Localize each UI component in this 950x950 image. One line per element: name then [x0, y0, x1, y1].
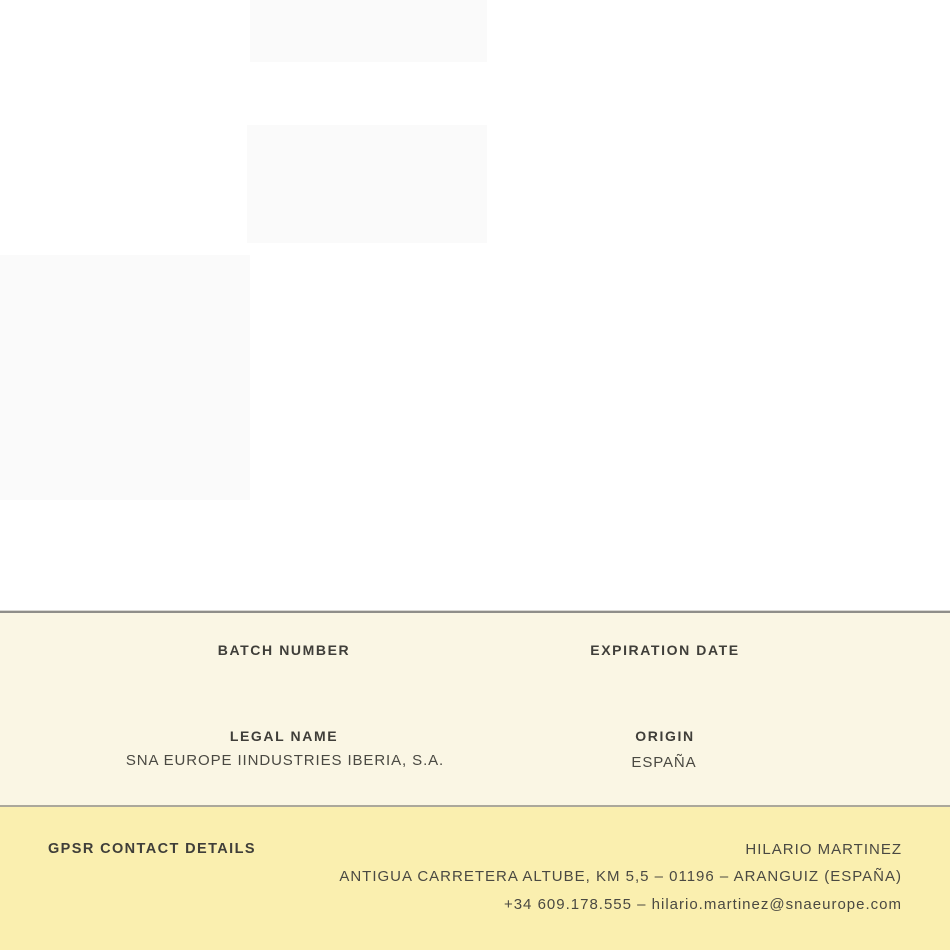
- legal-name-label: LEGAL NAME: [229, 728, 339, 744]
- expiration-date-label: EXPIRATION DATE: [590, 642, 740, 658]
- faint-image-artifact-top: [250, 0, 487, 62]
- product-info-panel: [0, 613, 950, 805]
- gpsr-contact-details-title: GPSR CONTACT DETAILS: [48, 841, 256, 857]
- contact-phone-email: +34 609.178.555 – hilario.martinez@snaeurope.com: [503, 896, 902, 913]
- contact-name: HILARIO MARTINEZ: [745, 841, 902, 858]
- origin-label: ORIGIN: [635, 728, 695, 744]
- faint-image-artifact-left: [0, 255, 250, 500]
- faint-image-artifact-middle: [247, 125, 487, 243]
- contact-address: ANTIGUA CARRETERA ALTUBE, KM 5,5 – 01196 – ARANGUIZ (ESPAÑA): [339, 868, 902, 885]
- legal-name-value: SNA EUROPE IINDUSTRIES IBERIA, S.A.: [125, 752, 445, 769]
- contact-block: [339, 841, 902, 913]
- origin-value: ESPAÑA: [631, 754, 697, 771]
- batch-number-label: BATCH NUMBER: [217, 642, 351, 658]
- gpsr-footer: [0, 805, 950, 950]
